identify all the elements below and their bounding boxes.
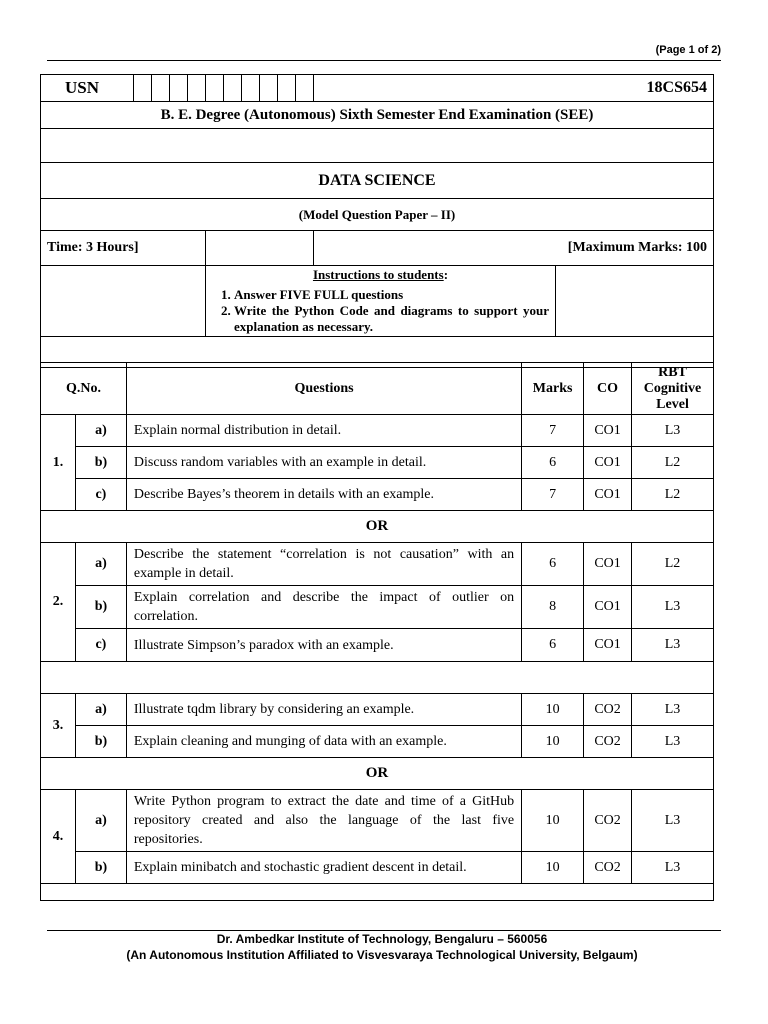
level-cell: L3 [632, 726, 714, 758]
level-cell: L3 [632, 415, 714, 447]
question-text: Describe Bayes’s theorem in details with an example. [126, 479, 521, 511]
question-text: Write Python program to extract the date and time of a GitHub repository created and also the language of the last five repositories. [126, 790, 521, 852]
part-label: c) [75, 629, 126, 662]
or-separator: OR [41, 511, 714, 543]
level-cell: L2 [632, 447, 714, 479]
exam-header [40, 74, 714, 368]
question-text: Explain normal distribution in detail. [126, 415, 521, 447]
part-label: b) [75, 447, 126, 479]
part-label: a) [75, 694, 126, 726]
level-cell: L2 [632, 479, 714, 511]
question-number: 1. [41, 415, 76, 511]
usn-box[interactable] [242, 75, 260, 102]
usn-box[interactable] [224, 75, 242, 102]
marks-cell: 8 [522, 586, 584, 629]
co-cell: CO2 [584, 726, 632, 758]
instructions-title: Instructions to students: [312, 267, 449, 282]
co-cell: CO1 [584, 415, 632, 447]
co-cell: CO2 [584, 694, 632, 726]
usn-box[interactable] [206, 75, 224, 102]
usn-box[interactable] [152, 75, 170, 102]
instruction-item: 1. Answer FIVE FULL questions [234, 287, 549, 303]
exam-title: B. E. Degree (Autonomous) Sixth Semester End Examination (SEE) [41, 102, 714, 129]
blank-row [41, 662, 714, 694]
usn-box[interactable] [134, 75, 152, 102]
usn-box[interactable] [260, 75, 278, 102]
blank-cell [556, 266, 714, 337]
co-cell: CO2 [584, 852, 632, 884]
question-text: Illustrate Simpson’s paradox with an example. [126, 629, 521, 662]
page-number: (Page 1 of 2) [655, 44, 721, 56]
course-code: 18CS654 [314, 75, 714, 102]
question-text: Discuss random variables with an example in detail. [126, 447, 521, 479]
marks-cell: 10 [522, 694, 584, 726]
usn-box[interactable] [170, 75, 188, 102]
question-text: Explain cleaning and munging of data with an example. [126, 726, 521, 758]
usn-box[interactable] [296, 75, 314, 102]
top-rule [47, 60, 721, 61]
co-cell: CO1 [584, 479, 632, 511]
footer-rule [47, 930, 721, 931]
level-cell: L2 [632, 543, 714, 586]
col-header-qno: Q.No. [41, 363, 127, 415]
question-number: 3. [41, 694, 76, 758]
usn-box[interactable] [278, 75, 296, 102]
level-cell: L3 [632, 790, 714, 852]
question-number: 2. [41, 543, 76, 662]
level-cell: L3 [632, 629, 714, 662]
blank-row [41, 129, 714, 163]
col-header-questions: Questions [126, 363, 521, 415]
co-cell: CO1 [584, 629, 632, 662]
level-cell: L3 [632, 852, 714, 884]
max-marks: [Maximum Marks: 100 [314, 231, 714, 266]
time-label: Time: 3 Hours] [41, 231, 206, 266]
question-text: Illustrate tqdm library by considering an example. [126, 694, 521, 726]
marks-cell: 10 [522, 790, 584, 852]
usn-label: USN [41, 75, 134, 102]
question-text: Explain correlation and describe the impact of outlier on correlation. [126, 586, 521, 629]
part-label: c) [75, 479, 126, 511]
part-label: a) [75, 415, 126, 447]
part-label: b) [75, 852, 126, 884]
marks-cell: 6 [522, 447, 584, 479]
question-text: Explain minibatch and stochastic gradient descent in detail. [126, 852, 521, 884]
instructions [206, 266, 556, 337]
blank-row [41, 884, 714, 901]
marks-cell: 6 [522, 543, 584, 586]
question-number: 4. [41, 790, 76, 884]
footer-institution: Dr. Ambedkar Institute of Technology, Bengaluru – 560056 [216, 932, 548, 946]
instruction-item: 2. Write the Python Code and diagrams to support your explanation as necessary. [234, 303, 549, 335]
level-cell: L3 [632, 694, 714, 726]
level-cell: L3 [632, 586, 714, 629]
paper-type: (Model Question Paper – II) [41, 199, 714, 231]
marks-cell: 10 [522, 726, 584, 758]
footer-affiliation: (An Autonomous Institution Affiliated to Visvesvaraya Technological University, Belgaum) [126, 948, 638, 962]
part-label: b) [75, 586, 126, 629]
subject-title: DATA SCIENCE [41, 163, 714, 199]
col-header-rbt: RBT Cognitive Level [632, 363, 714, 415]
or-separator: OR [41, 758, 714, 790]
co-cell: CO2 [584, 790, 632, 852]
marks-cell: 6 [522, 629, 584, 662]
col-header-marks: Marks [522, 363, 584, 415]
blank-cell [41, 266, 206, 337]
co-cell: CO1 [584, 543, 632, 586]
co-cell: CO1 [584, 586, 632, 629]
question-text: Describe the statement “correlation is not causation” with an example in detail. [126, 543, 521, 586]
co-cell: CO1 [584, 447, 632, 479]
part-label: b) [75, 726, 126, 758]
usn-box[interactable] [188, 75, 206, 102]
marks-cell: 7 [522, 479, 584, 511]
col-header-co: CO [584, 363, 632, 415]
part-label: a) [75, 543, 126, 586]
part-label: a) [75, 790, 126, 852]
marks-cell: 10 [522, 852, 584, 884]
questions-table [40, 362, 714, 901]
marks-cell: 7 [522, 415, 584, 447]
blank-cell [206, 231, 314, 266]
